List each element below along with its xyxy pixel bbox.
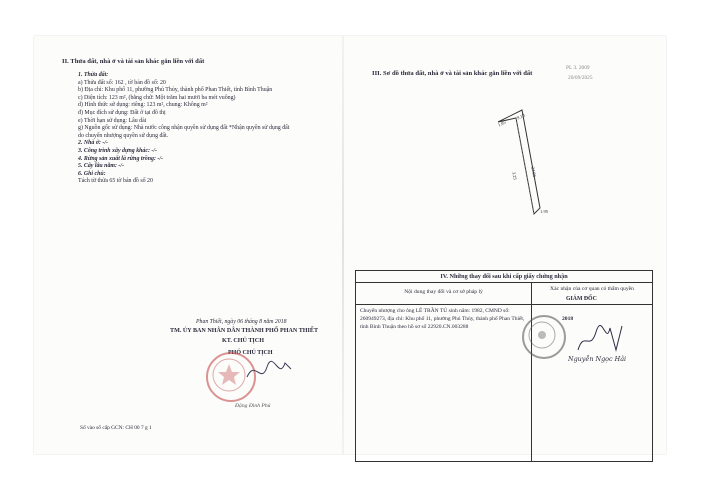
field-area: c) Diện tích: 123 m², (bằng chữ: Một trăm hai mươi ba mét vuông) [78, 94, 236, 101]
field-usage-origin-cont: do chuyển nhượng quyền sử dụng đất. [78, 132, 169, 139]
field-parcel-number: a) Thửa đất số: 162 , tờ bản đồ số: 20 [78, 79, 166, 86]
section-6-notes: 6. Ghi chú: [78, 170, 106, 177]
map-dim-5: 1.95 [540, 209, 549, 214]
office-seal [522, 315, 566, 359]
director-title: GIÁM ĐỐC [566, 296, 597, 302]
left-page-title: II. Thửa đất, nhà ở và tài sản khác gắn liền với đất [62, 58, 205, 65]
map-dim-4: 9.10 [516, 112, 526, 121]
vice-chair-signature-icon [245, 355, 295, 387]
map-dim-1: 1.85 [497, 119, 507, 128]
page-fold [342, 36, 344, 454]
signer-name: Đặng Đình Phú [235, 403, 271, 409]
section-5-perennial: 5. Cây lâu năm: -/- [78, 163, 124, 170]
changes-col-content [356, 282, 531, 305]
right-page-title: III. Sơ đồ thửa đất, nhà ở và tài sản khác gắn liền với đất [372, 70, 533, 77]
director-signature-name: Nguyễn Ngọc Hải [568, 355, 627, 363]
seal-ring-icon [522, 315, 562, 355]
map-dim-2: 24.86 [530, 166, 538, 178]
place-date: Phan Thiết, ngày 06 tháng 8 năm 2018 [196, 319, 287, 325]
changes-col-confirm-label: Xác nhận của cơ quan có thẩm quyền [550, 286, 634, 292]
field-usage-purpose: đ) Mục đích sử dụng: Đất ở tại đô thị [78, 109, 166, 116]
section-1-label: 1. Thửa đất: [78, 72, 109, 78]
kt-chairman: KT. CHỦ TỊCH [222, 338, 264, 344]
changes-table-title: IV. Những thay đổi sau khi cấp giấy chứng nhận [356, 271, 652, 283]
corner-note-1: PL 3. 2009 [566, 65, 590, 71]
changes-col-content-label: Nội dung thay đổi và cơ sở pháp lý [404, 289, 483, 295]
field-usage-form: d) Hình thức sử dụng: riêng: 123 m², chung: Không m² [78, 102, 208, 109]
table-divider [531, 282, 532, 461]
certificate-register-number: Số vào sổ cấp GCN: CH 00 7 g 1 [80, 425, 152, 431]
field-address: b) Địa chỉ: Khu phố 11, phường Phú Thủy, thành phố Phan Thiết, tỉnh Bình Thuận [78, 87, 273, 94]
stamp-year: 2018 [562, 316, 574, 322]
changes-table [355, 270, 653, 462]
director-signature-icon [576, 322, 624, 356]
note-text: Tách từ thửa 65 tờ bản đồ số 20 [78, 178, 153, 185]
corner-note-2: 20/09/2025 [568, 75, 593, 81]
map-dim-3: 3.25 [511, 171, 518, 181]
field-usage-term: e) Thời hạn sử dụng: Lâu dài [78, 117, 147, 124]
section-2-house: 2. Nhà ở: -/- [78, 140, 108, 147]
parcel-section [78, 72, 289, 186]
field-usage-origin: g) Nguồn gốc sử dụng: Nhà nước công nhận quyền sử dụng đất *Nhận quyền sử dụng đất [78, 125, 290, 132]
issuing-authority: TM. ỦY BAN NHÂN DÂN THÀNH PHỐ PHAN THIẾT [170, 328, 319, 334]
section-4-forest: 4. Rừng sản xuất là rừng trồng: -/- [78, 155, 163, 162]
transfer-entry: Chuyển nhượng cho ông LÊ TRẦN TÚ sinh năm: 1982, CMND số: 260949273, địa chỉ: Khu phố 11, phường Phú Thủy, thành phố Phan Thiết, tỉnh Bình Thuận theo hồ sơ số 22920.CN.003288 [360, 308, 525, 330]
section-3-construction: 3. Công trình xây dựng khác: -/- [78, 147, 157, 154]
vice-chairman-title: PHÓ CHỦ TỊCH [228, 350, 273, 356]
